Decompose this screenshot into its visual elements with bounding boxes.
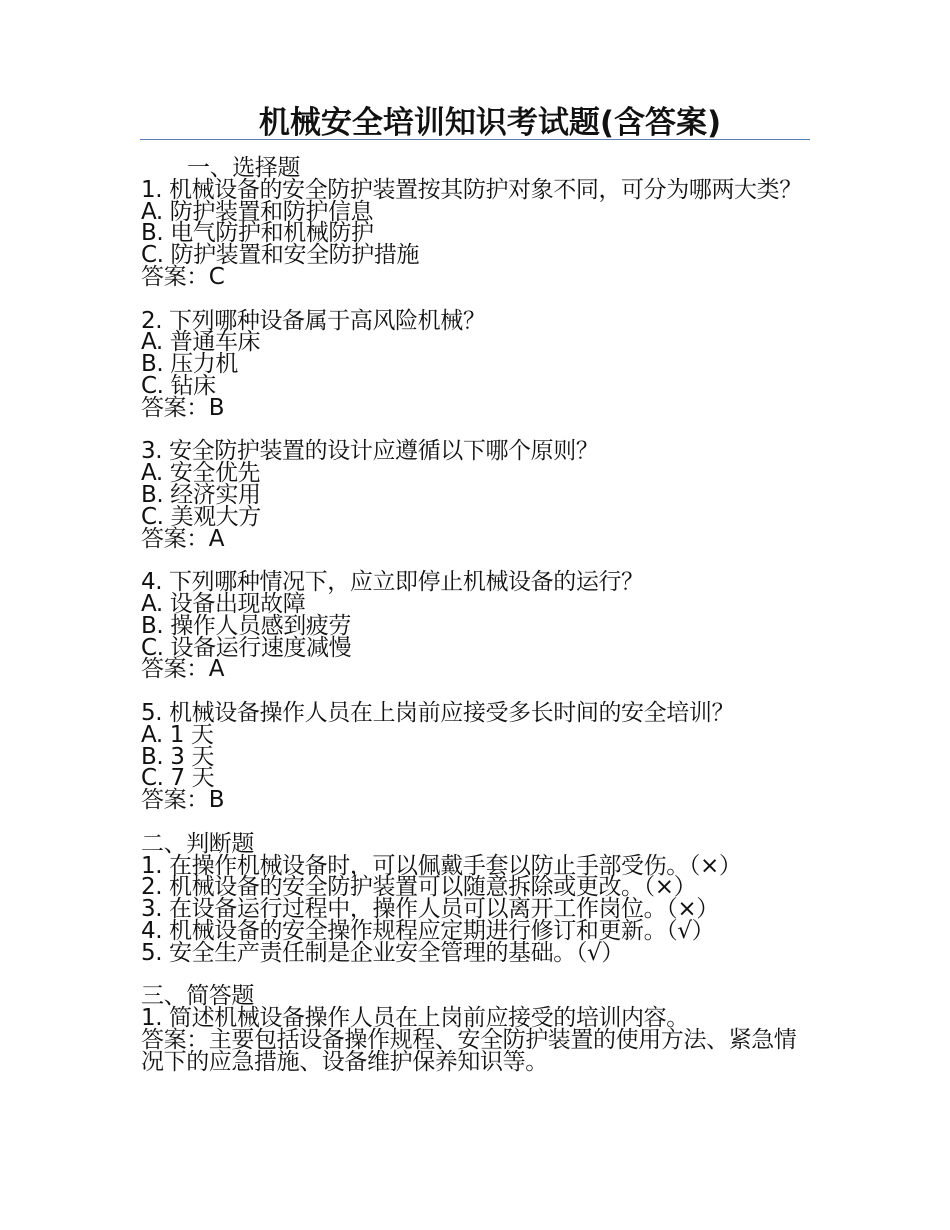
question-text: 3. 安全防护装置的设计应遵循以下哪个原则？ <box>141 438 599 465</box>
document-title: 机械安全培训知识考试题(含答案) <box>258 105 722 141</box>
option-b: B. 电气防护和机械防护 <box>141 220 374 247</box>
question-block <box>141 307 813 421</box>
question-text: 1. 机械设备的安全防护装置按其防护对象不同，可分为哪两大类？ <box>141 176 802 203</box>
option-c: C. 防护装置和安全防护措施 <box>141 242 420 269</box>
option-a: A. 设备出现故障 <box>141 590 306 617</box>
option-a: A. 普通车床 <box>141 329 261 356</box>
answer-text: 答案：C <box>141 263 225 290</box>
option-b: B. 3 天 <box>141 743 214 770</box>
question-text: 4. 下列哪种情况下，应立即停止机械设备的运行？ <box>141 569 644 596</box>
answer-text: 答案：主要包括设备操作规程、安全防护装置的使用方法、紧急情况下的应急措施、设备维护保养知识等。 <box>141 1026 797 1075</box>
option-b: B. 操作人员感到疲劳 <box>141 612 352 639</box>
answer-text: 答案：B <box>141 787 225 814</box>
answer-text: 答案：A <box>141 656 225 683</box>
answer-text: 答案：B <box>141 394 225 421</box>
option-a: A. 安全优先 <box>141 460 261 487</box>
document-body <box>141 155 813 1095</box>
option-c: C. 美观大方 <box>141 503 261 530</box>
option-a: A. 防护装置和防护信息 <box>141 198 374 225</box>
judge-item: 4. 机械设备的安全操作规程应定期进行修订和更新。（√） <box>141 917 715 944</box>
section-heading-choice: 一、选择题 <box>187 155 301 181</box>
judge-item: 5. 安全生产责任制是企业安全管理的基础。（√） <box>141 939 624 966</box>
question-block <box>141 569 813 683</box>
option-c: C. 钻床 <box>141 372 216 399</box>
question-text: 5. 机械设备操作人员在上岗前应接受多长时间的安全培训？ <box>141 699 735 726</box>
question-block <box>141 438 813 552</box>
question-block <box>141 699 813 814</box>
section-heading-judge: 二、判断题 <box>141 830 255 857</box>
judge-item: 1. 在操作机械设备时，可以佩戴手套以防止手部受伤。（×） <box>141 852 742 879</box>
question-block <box>141 176 813 290</box>
option-b: B. 经济实用 <box>141 481 261 508</box>
option-c: C. 7 天 <box>141 765 215 792</box>
answer-text: 答案：A <box>141 525 225 552</box>
option-c: C. 设备运行速度减慢 <box>141 634 352 661</box>
judge-section <box>141 830 813 966</box>
short-answer-section <box>141 983 813 1075</box>
question-text: 1. 简述机械设备操作人员在上岗前应接受的培训内容。 <box>141 1005 689 1032</box>
section-heading-short: 三、简答题 <box>141 983 255 1010</box>
option-b: B. 压力机 <box>141 351 239 378</box>
judge-item: 2. 机械设备的安全防护装置可以随意拆除或更改。（×） <box>141 874 697 901</box>
question-text: 2. 下列哪种设备属于高风险机械？ <box>141 307 486 334</box>
option-a: A. 1 天 <box>141 721 214 748</box>
title-underline <box>140 139 810 140</box>
judge-item: 3. 在设备运行过程中，操作人员可以离开工作岗位。（×） <box>141 896 719 923</box>
